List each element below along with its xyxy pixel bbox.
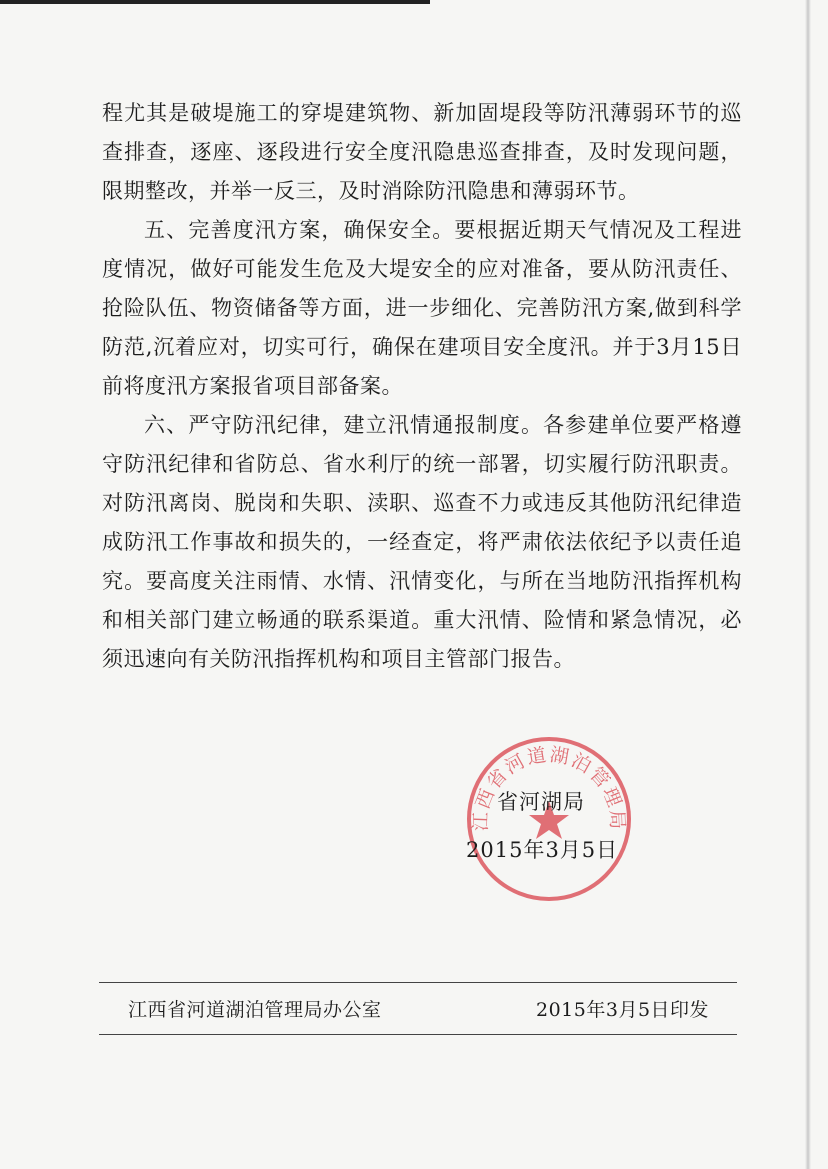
document-body [102, 94, 742, 679]
paragraph-item-6: 六、严守防汛纪律，建立汛情通报制度。各参建单位要严格遵守防汛纪律和省防总、省水利厅的统一部署，切实履行防汛职责。对防汛离岗、脱岗和失职、渎职、巡查不力或违反其他防汛纪律造成防汛工作事故和损失的，一经查定，将严肃依法依纪予以责任追究。要高度关注雨情、水情、汛情变化，与所在当地防汛指挥机构和相关部门建立畅通的联系渠道。重大汛情、险情和紧急情况，必须迅速向有关防汛指挥机构和项目主管部门报告。 [102, 413, 742, 671]
footer-top-rule [99, 982, 737, 983]
footer-office: 江西省河道湖泊管理局办公室 [128, 999, 382, 1021]
signature-date: 2015年3月5日 [466, 838, 619, 862]
paragraph-item-5: 五、完善度汛方案，确保安全。要根据近期天气情况及工程进度情况，做好可能发生危及大堤安全的应对准备，要从防汛责任、抢险队伍、物资储备等方面，进一步细化、完善防汛方案,做到科学防范,沉着应对，切实可行，确保在建项目安全度汛。并于3月15日前将度汛方案报省项目部备案。 [102, 218, 742, 398]
official-seal [465, 735, 633, 903]
paragraph-continuation: 程尤其是破堤施工的穿堤建筑物、新加固堤段等防汛薄弱环节的巡查排查，逐座、逐段进行安全度汛隐患巡查排查，及时发现问题，限期整改，并举一反三，及时消除防汛隐患和薄弱环节。 [102, 101, 742, 203]
scan-top-edge [0, 0, 430, 4]
footer-print-date: 2015年3月5日印发 [536, 999, 710, 1021]
svg-text:江西省河道湖泊管理局: 江西省河道湖泊管理局 [469, 743, 629, 832]
scan-fold-shadow [805, 0, 811, 1169]
footer-bottom-rule [99, 1034, 737, 1035]
issuer-name: 省河湖局 [497, 790, 585, 814]
